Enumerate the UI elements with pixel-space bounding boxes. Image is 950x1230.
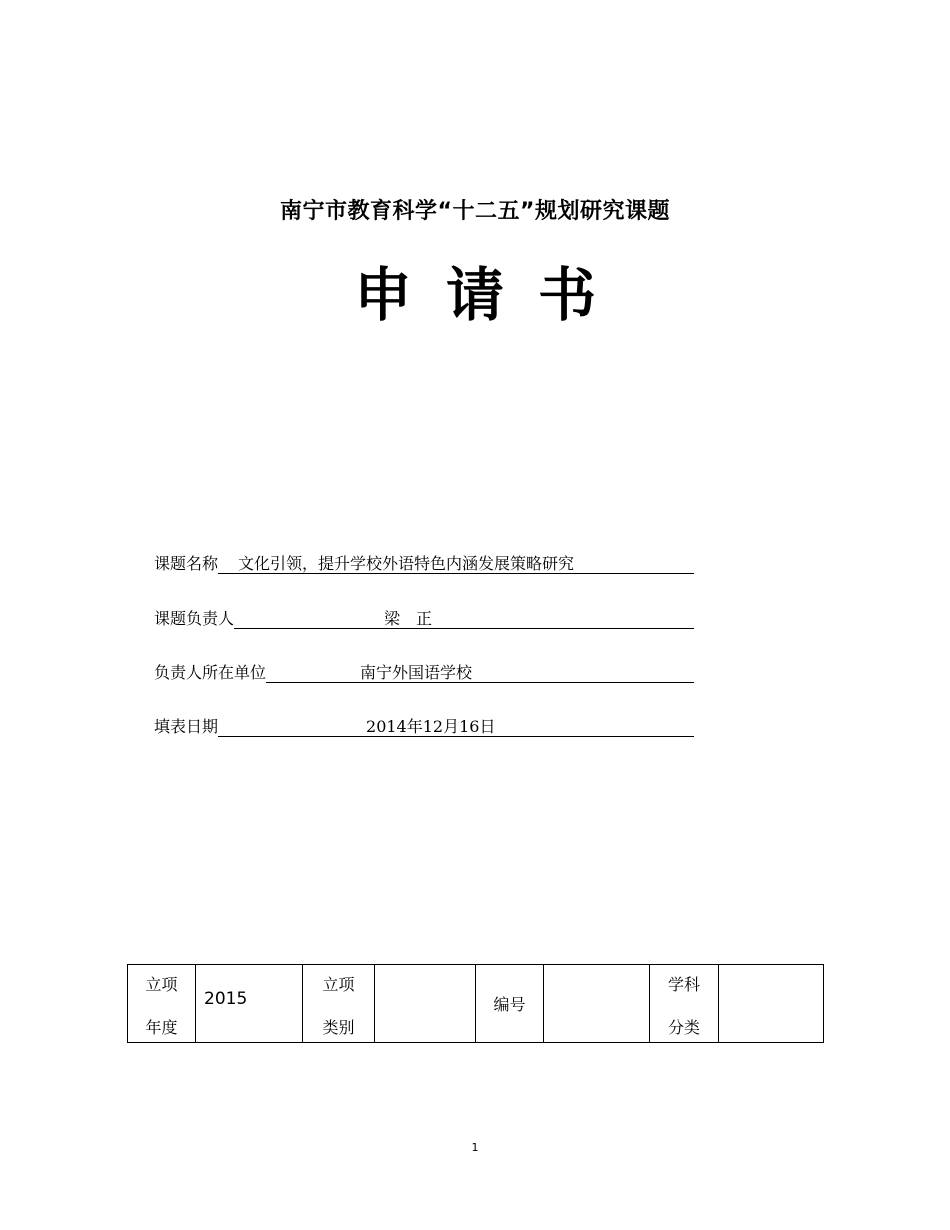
- unit-value: 南宁外国语学校: [266, 663, 694, 683]
- date-field: [154, 713, 694, 737]
- leader-field: [154, 605, 694, 629]
- category-value-cell: [375, 965, 476, 1043]
- category-label-bottom: 类别: [322, 1017, 355, 1037]
- number-label: 编号: [493, 995, 526, 1014]
- number-value-cell: [544, 965, 650, 1043]
- subject-label-bottom: 分类: [667, 1017, 700, 1037]
- category-label-cell: [303, 965, 375, 1043]
- year-label-top: 立项: [145, 974, 178, 994]
- document-subtitle: 南宁市教育科学“十二五”规划研究课题: [280, 199, 670, 224]
- category-label-top: 立项: [322, 974, 355, 994]
- leader-value: 梁 正: [234, 609, 694, 629]
- subject-label-top: 学科: [667, 974, 700, 994]
- year-value: 2015: [204, 988, 248, 1009]
- date-label: 填表日期: [154, 717, 219, 736]
- document-title: 申请书: [353, 261, 630, 329]
- topic-name-field: [154, 550, 694, 574]
- project-meta-table: [127, 964, 824, 1043]
- date-value: 2014年12月16日: [218, 717, 694, 737]
- page-number: 1: [471, 1141, 479, 1154]
- topic-name-label: 课题名称: [154, 554, 219, 573]
- subject-value-cell: [719, 965, 824, 1043]
- unit-label: 负责人所在单位: [154, 663, 267, 682]
- number-label-cell: [476, 965, 544, 1043]
- leader-label: 课题负责人: [154, 609, 235, 628]
- topic-name-value: 文化引领，提升学校外语特色内涵发展策略研究: [218, 554, 694, 574]
- year-value-cell: [196, 965, 303, 1043]
- subject-label-cell: [650, 965, 719, 1043]
- table-row: [128, 965, 824, 1043]
- year-label-cell: [128, 965, 196, 1043]
- unit-field: [154, 659, 694, 683]
- year-label-bottom: 年度: [145, 1017, 178, 1037]
